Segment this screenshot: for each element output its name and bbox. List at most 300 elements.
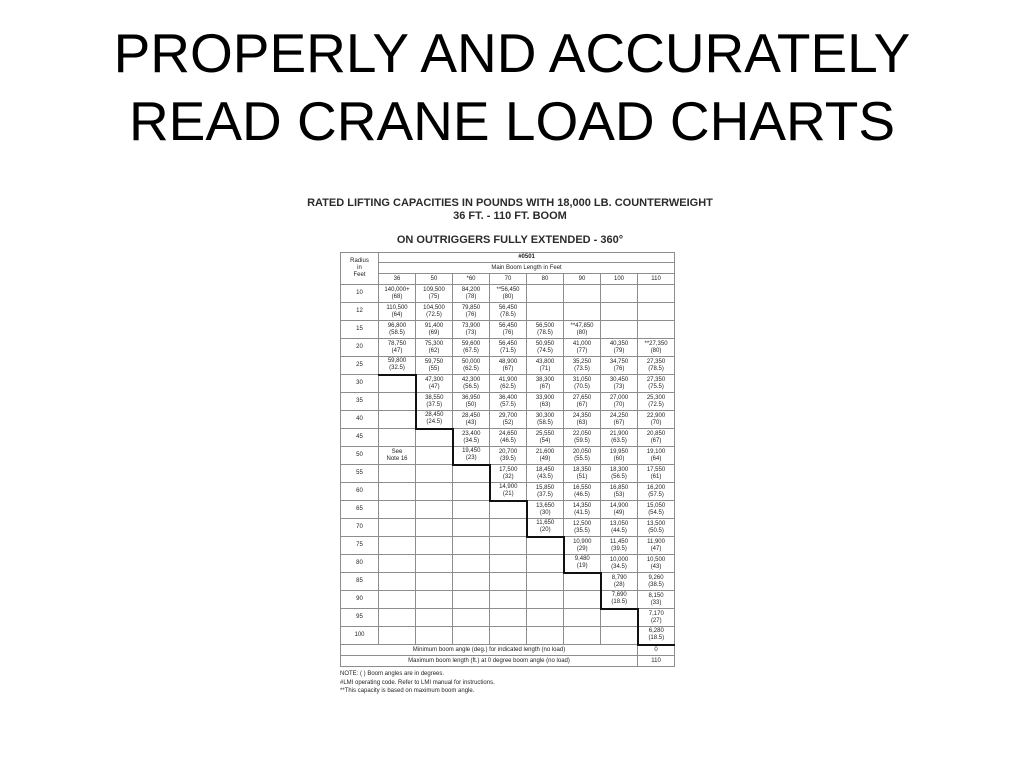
- capacity-cell: [527, 339, 564, 357]
- load-chart-row: [341, 321, 675, 339]
- capacity-cell: [638, 393, 675, 411]
- load-chart-table: [340, 252, 675, 667]
- lifting-capacity-value: 96,800: [387, 322, 407, 329]
- boom-angle-value: (21): [502, 491, 514, 498]
- lifting-capacity-value: 14,900: [499, 484, 518, 491]
- boom-angle-value: (37.5): [426, 401, 443, 408]
- boom-angle-value: (24.5): [426, 419, 443, 426]
- lifting-capacity-value: 9,260: [648, 574, 664, 581]
- boom-angle-value: (50): [465, 401, 477, 408]
- lifting-capacity-value: 48,900: [498, 358, 518, 365]
- radius-cell: 12: [341, 303, 379, 321]
- slide-title-line: PROPERLY AND ACCURATELY: [113, 22, 911, 84]
- capacity-cell: [601, 411, 638, 429]
- lifting-capacity-value: 59,750: [424, 358, 444, 365]
- lifting-capacity-value: 34,750: [609, 358, 629, 365]
- lifting-capacity-value: 36,950: [461, 394, 481, 401]
- capacity-cell: [638, 411, 675, 429]
- capacity-cell: [453, 339, 490, 357]
- empty-cell: [379, 483, 416, 501]
- boom-length-column-header: 110: [638, 274, 675, 285]
- boom-angle-value: (73): [465, 329, 477, 336]
- lifting-capacity-value: 13,050: [609, 520, 629, 527]
- capacity-cell: [601, 501, 638, 519]
- capacity-cell: [490, 357, 527, 375]
- capacity-cell: [527, 465, 564, 483]
- empty-cell: [564, 573, 601, 591]
- lifting-capacity-value: 33,900: [535, 394, 555, 401]
- boom-angle-value: (19): [576, 563, 588, 570]
- radius-cell: 90: [341, 591, 379, 609]
- empty-cell: [490, 555, 527, 573]
- empty-cell: [379, 501, 416, 519]
- boom-angle-value: (55.5): [574, 455, 590, 462]
- boom-angle-value: (56.5): [463, 383, 479, 390]
- load-chart-row: [341, 573, 675, 591]
- capacity-cell: [638, 555, 675, 573]
- lifting-capacity-value: 18,450: [535, 466, 555, 473]
- boom-angle-value: (23): [465, 455, 477, 462]
- lifting-capacity-value: 31,050: [572, 376, 592, 383]
- empty-cell: [564, 591, 601, 609]
- boom-angle-value: (62.5): [463, 365, 479, 372]
- header-row-lmi-code: [341, 253, 675, 263]
- load-chart-row: [341, 483, 675, 501]
- lifting-capacity-value: 28,450: [461, 412, 481, 419]
- lifting-capacity-value: 11,900: [647, 538, 665, 545]
- lifting-capacity-value: 91,400: [424, 322, 444, 329]
- lifting-capacity-value: 20,700: [498, 448, 518, 455]
- capacity-cell: [527, 519, 564, 537]
- boom-angle-value: (53): [613, 491, 625, 498]
- empty-cell: [416, 609, 453, 627]
- boom-angle-value: (76): [465, 311, 477, 318]
- load-chart-row: [341, 285, 675, 303]
- boom-angle-value: (71.5): [500, 347, 516, 354]
- lifting-capacity-value: **47,850: [570, 322, 594, 329]
- empty-cell: [564, 285, 601, 303]
- capacity-cell: [416, 357, 453, 375]
- capacity-cell: [564, 447, 601, 465]
- boom-angle-value: (64): [650, 455, 662, 462]
- lifting-capacity-value: 11,650: [536, 520, 555, 527]
- boom-angle-value: (67): [576, 401, 588, 408]
- capacity-cell: [638, 627, 675, 645]
- minimum-boom-angle-label: Minimum boom angle (deg.) for indicated length (no load): [341, 645, 638, 656]
- lifting-capacity-value: 104,500: [423, 304, 445, 311]
- lifting-capacity-value: 16,850: [609, 484, 629, 491]
- boom-angle-value: (39.5): [500, 455, 516, 462]
- lifting-capacity-value: 75,300: [424, 340, 444, 347]
- boom-angle-value: (73.5): [574, 365, 590, 372]
- maximum-boom-length-value: 110: [638, 656, 675, 667]
- empty-cell: [564, 609, 601, 627]
- boom-angle-value: (39.5): [611, 545, 627, 552]
- load-chart-row: [341, 555, 675, 573]
- empty-cell: [490, 627, 527, 645]
- lifting-capacity-value: 7,170: [648, 610, 664, 617]
- boom-angle-value: (58.5): [537, 419, 553, 426]
- empty-cell: [601, 303, 638, 321]
- boom-angle-value: (47): [391, 347, 403, 354]
- boom-angle-value: (49): [539, 455, 551, 462]
- lifting-capacity-value: 15,050: [646, 502, 666, 509]
- boom-angle-value: (64): [391, 311, 403, 318]
- capacity-cell: [638, 465, 675, 483]
- lifting-capacity-value: 43,800: [535, 358, 555, 365]
- capacity-cell: [564, 465, 601, 483]
- lifting-capacity-value: 38,300: [535, 376, 555, 383]
- capacity-cell: [564, 321, 601, 339]
- empty-cell: [490, 537, 527, 555]
- lifting-capacity-value: 19,950: [609, 448, 629, 455]
- radius-cell: 25: [341, 357, 379, 375]
- lmi-code-header: #0501: [379, 253, 675, 263]
- boom-angle-value: (34.5): [463, 437, 480, 444]
- empty-cell: [416, 591, 453, 609]
- radius-cell: 45: [341, 429, 379, 447]
- capacity-cell: [601, 483, 638, 501]
- boom-angle-value: (74.5): [537, 347, 553, 354]
- capacity-cell: [564, 393, 601, 411]
- lifting-capacity-value: 30,450: [609, 376, 629, 383]
- capacity-cell: [453, 303, 490, 321]
- capacity-cell: [601, 357, 638, 375]
- lifting-capacity-value: 19,100: [646, 448, 666, 455]
- boom-angle-value: (52): [502, 419, 514, 426]
- empty-cell: [638, 321, 675, 339]
- radius-cell: 35: [341, 393, 379, 411]
- note-line: #LMI operating code. Refer to LMI manual for instructions.: [340, 679, 495, 686]
- lifting-capacity-value: 14,350: [572, 502, 592, 509]
- capacity-cell: [638, 573, 675, 591]
- boom-angle-value: (51): [576, 473, 588, 480]
- boom-angle-value: (29): [576, 545, 588, 552]
- capacity-cell: [527, 483, 564, 501]
- capacity-cell: [379, 357, 416, 375]
- lifting-capacity-value: 25,550: [535, 430, 555, 437]
- lifting-capacity-value: 29,700: [498, 412, 518, 419]
- load-chart-row: [341, 411, 675, 429]
- load-chart-row: [341, 519, 675, 537]
- boom-length-column-header: 36: [379, 274, 416, 285]
- empty-cell: [416, 537, 453, 555]
- boom-angle-value: (68): [391, 293, 403, 300]
- capacity-cell: [601, 591, 638, 609]
- capacity-cell: [638, 357, 675, 375]
- empty-cell: [379, 465, 416, 483]
- lifting-capacity-value: 9,480: [574, 556, 590, 563]
- lifting-capacity-value: 47,300: [425, 376, 444, 383]
- capacity-cell: [453, 321, 490, 339]
- capacity-cell: [490, 483, 527, 501]
- boom-angle-value: (67): [650, 437, 662, 444]
- lifting-capacity-value: 56,450: [498, 340, 518, 347]
- maximum-boom-length-row: [341, 656, 675, 667]
- boom-angle-value: (78.5): [648, 365, 664, 372]
- capacity-cell: [601, 339, 638, 357]
- header-row-boom-lengths: [341, 274, 675, 285]
- capacity-cell: [601, 573, 638, 591]
- empty-cell: [601, 285, 638, 303]
- boom-angle-value: (32): [502, 473, 514, 480]
- boom-angle-value: (73): [613, 383, 625, 390]
- lifting-capacity-value: 18,350: [572, 466, 592, 473]
- boom-angle-value: (69): [428, 329, 440, 336]
- radius-cell: 55: [341, 465, 379, 483]
- maximum-boom-length-label: Maximum boom length (ft.) at 0 degree boom angle (no load): [341, 656, 638, 667]
- capacity-cell: [490, 339, 527, 357]
- boom-angle-value: (59.5): [574, 437, 590, 444]
- lifting-capacity-value: 7,690: [611, 592, 627, 599]
- boom-angle-value: (41.5): [574, 509, 590, 516]
- capacity-cell: [638, 483, 675, 501]
- lifting-capacity-value: 28,450: [425, 412, 444, 419]
- boom-angle-value: (27): [650, 617, 662, 624]
- radius-cell: 75: [341, 537, 379, 555]
- capacity-cell: [490, 465, 527, 483]
- capacity-cell: [453, 285, 490, 303]
- lifting-capacity-value: 110,500: [386, 304, 408, 311]
- boom-angle-value: (76): [613, 365, 625, 372]
- empty-cell: [490, 501, 527, 519]
- boom-angle-value: (80): [502, 293, 514, 300]
- lifting-capacity-value: 50,000: [461, 358, 481, 365]
- capacity-cell: [601, 465, 638, 483]
- empty-cell: [527, 591, 564, 609]
- empty-cell: [453, 537, 490, 555]
- lifting-capacity-value: 59,800: [387, 358, 407, 365]
- boom-angle-value: (46.5): [500, 437, 516, 444]
- empty-cell: [379, 555, 416, 573]
- lifting-capacity-value: 42,300: [461, 376, 481, 383]
- lifting-capacity-value: 41,900: [498, 376, 518, 383]
- boom-angle-value: (57.5): [648, 491, 664, 498]
- load-chart-row: [341, 501, 675, 519]
- boom-angle-value: (55): [428, 365, 440, 372]
- capacity-cell: [638, 339, 675, 357]
- minimum-boom-angle-value: 0: [638, 645, 675, 656]
- note-line: NOTE: ( ) Boom angles are in degrees.: [340, 671, 445, 677]
- lifting-capacity-value: 20,850: [646, 430, 666, 437]
- load-chart-row: [341, 609, 675, 627]
- empty-cell: [416, 555, 453, 573]
- empty-cell: [379, 519, 416, 537]
- empty-cell: [490, 573, 527, 591]
- capacity-cell: [379, 285, 416, 303]
- lifting-capacity-value: 24,250: [609, 412, 629, 419]
- empty-cell: [601, 321, 638, 339]
- capacity-cell: [638, 591, 675, 609]
- lifting-capacity-value: 35,250: [572, 358, 592, 365]
- lifting-capacity-value: 27,650: [572, 394, 592, 401]
- capacity-cell: [416, 303, 453, 321]
- lifting-capacity-value: 56,500: [535, 322, 555, 329]
- capacity-cell: [638, 501, 675, 519]
- lifting-capacity-value: 23,400: [462, 430, 481, 437]
- capacity-cell: [564, 537, 601, 555]
- lifting-capacity-value: 41,000: [572, 340, 592, 347]
- note-reference-cell: [379, 447, 416, 465]
- load-chart-row: [341, 591, 675, 609]
- capacity-cell: [601, 555, 638, 573]
- capacity-cell: [564, 519, 601, 537]
- boom-angle-value: (67): [502, 365, 514, 372]
- lifting-capacity-value: 13,500: [646, 520, 666, 527]
- empty-cell: [416, 447, 453, 465]
- boom-angle-value: (32.5): [389, 365, 405, 372]
- boom-angle-value: (62): [428, 347, 440, 354]
- capacity-cell: [490, 285, 527, 303]
- capacity-cell: [527, 393, 564, 411]
- load-chart: [340, 252, 680, 696]
- radius-cell: 15: [341, 321, 379, 339]
- boom-angle-value: (67.5): [463, 347, 479, 354]
- lifting-capacity-value: 22,900: [646, 412, 666, 419]
- lifting-capacity-value: 27,000: [609, 394, 629, 401]
- load-chart-row: [341, 303, 675, 321]
- lifting-capacity-value: 38,550: [425, 394, 444, 401]
- boom-angle-value: (78.5): [500, 311, 516, 318]
- boom-angle-value: (28): [613, 581, 625, 588]
- capacity-cell: [416, 393, 453, 411]
- capacity-cell: [453, 429, 490, 447]
- radius-cell: 95: [341, 609, 379, 627]
- outrigger-configuration-heading: ON OUTRIGGERS FULLY EXTENDED - 360°: [396, 234, 624, 246]
- boom-length-column-header: 80: [527, 274, 564, 285]
- empty-cell: [601, 609, 638, 627]
- capacity-cell: [379, 339, 416, 357]
- radius-cell: 30: [341, 375, 379, 393]
- lifting-capacity-value: 22,050: [572, 430, 592, 437]
- radius-cell: 40: [341, 411, 379, 429]
- empty-cell: [416, 627, 453, 645]
- empty-cell: [453, 609, 490, 627]
- capacity-cell: [453, 393, 490, 411]
- capacity-cell: [490, 303, 527, 321]
- boom-angle-value: (43): [465, 419, 477, 426]
- boom-angle-value: (72.5): [648, 401, 664, 408]
- lifting-capacity-value: 30,300: [535, 412, 555, 419]
- boom-angle-value: (43.5): [537, 473, 553, 480]
- slide-title: [0, 19, 1024, 155]
- empty-cell: [527, 573, 564, 591]
- empty-cell: [527, 537, 564, 555]
- lifting-capacity-value: 12,500: [572, 520, 592, 527]
- capacity-cell: [490, 375, 527, 393]
- lifting-capacity-value: 56,450: [498, 304, 518, 311]
- load-chart-row: [341, 393, 675, 411]
- lifting-capacity-value: 6,280: [648, 628, 664, 635]
- empty-cell: [379, 393, 416, 411]
- boom-angle-value: (54): [539, 437, 551, 444]
- boom-angle-value: (54.5): [648, 509, 664, 516]
- lifting-capacity-value: 84,200: [461, 286, 481, 293]
- empty-cell: [416, 573, 453, 591]
- radius-cell: 70: [341, 519, 379, 537]
- load-chart-row: [341, 357, 675, 375]
- boom-angle-value: (47): [650, 545, 662, 552]
- empty-cell: [527, 609, 564, 627]
- boom-angle-value: (56.5): [611, 473, 627, 480]
- boom-length-column-header: 70: [490, 274, 527, 285]
- boom-angle-value: (62.5): [500, 383, 516, 390]
- capacity-cell: [601, 375, 638, 393]
- empty-cell: [453, 483, 490, 501]
- boom-angle-value: (44.5): [611, 527, 627, 534]
- capacity-cell: [564, 483, 601, 501]
- boom-angle-value: (63): [539, 401, 551, 408]
- lifting-capacity-value: 19,450: [462, 448, 481, 455]
- empty-cell: [379, 429, 416, 447]
- lifting-capacity-value: 20,050: [572, 448, 592, 455]
- capacity-cell: [490, 429, 527, 447]
- lifting-capacity-value: 24,350: [572, 412, 592, 419]
- lifting-capacity-value: 27,350: [646, 358, 666, 365]
- radius-cell: 80: [341, 555, 379, 573]
- lifting-capacity-value: 140,000+: [384, 286, 410, 293]
- empty-cell: [527, 285, 564, 303]
- empty-cell: [564, 627, 601, 645]
- empty-cell: [379, 573, 416, 591]
- radius-header-line: Feet: [353, 272, 366, 278]
- capacity-cell: [564, 501, 601, 519]
- empty-cell: [379, 411, 416, 429]
- capacity-cell: [490, 393, 527, 411]
- radius-cell: 10: [341, 285, 379, 303]
- lifting-capacity-value: 16,550: [572, 484, 592, 491]
- load-chart-row: [341, 339, 675, 357]
- capacity-cell: [379, 303, 416, 321]
- lifting-capacity-value: 10,500: [646, 556, 666, 563]
- capacity-cell: [453, 411, 490, 429]
- lifting-capacity-value: 21,600: [535, 448, 555, 455]
- lifting-capacity-value: 36,400: [498, 394, 518, 401]
- lifting-capacity-value: 73,900: [461, 322, 481, 329]
- lifting-capacity-value: **27,350: [644, 340, 668, 347]
- capacity-cell: [490, 447, 527, 465]
- minimum-boom-angle-row: [341, 645, 675, 656]
- load-chart-row: [341, 375, 675, 393]
- lifting-capacity-value: 78,750: [387, 340, 407, 347]
- lifting-capacity-value: 13,650: [536, 502, 555, 509]
- lifting-capacity-value: 10,900: [573, 538, 592, 545]
- capacity-cell: [564, 357, 601, 375]
- capacity-cell: [527, 321, 564, 339]
- capacity-cell: [490, 411, 527, 429]
- boom-angle-value: (34.5): [611, 563, 627, 570]
- boom-angle-value: (37.5): [537, 491, 553, 498]
- capacity-cell: [564, 375, 601, 393]
- boom-angle-value: (70): [650, 419, 662, 426]
- empty-cell: [379, 375, 416, 393]
- boom-angle-value: (67): [613, 419, 625, 426]
- capacity-cell: [638, 519, 675, 537]
- note-reference-line: See: [391, 448, 403, 455]
- boom-length-header: Main Boom Length in Feet: [379, 263, 675, 274]
- empty-cell: [379, 537, 416, 555]
- load-chart-header: [341, 253, 675, 285]
- boom-angle-value: (49): [613, 509, 625, 516]
- capacity-cell: [527, 375, 564, 393]
- radius-cell: 60: [341, 483, 379, 501]
- boom-angle-value: (70): [613, 401, 625, 408]
- load-chart-body: [341, 285, 675, 667]
- empty-cell: [416, 483, 453, 501]
- lifting-capacity-value: 56,450: [498, 322, 518, 329]
- lifting-capacity-value: 59,600: [461, 340, 481, 347]
- boom-angle-value: (46.5): [574, 491, 590, 498]
